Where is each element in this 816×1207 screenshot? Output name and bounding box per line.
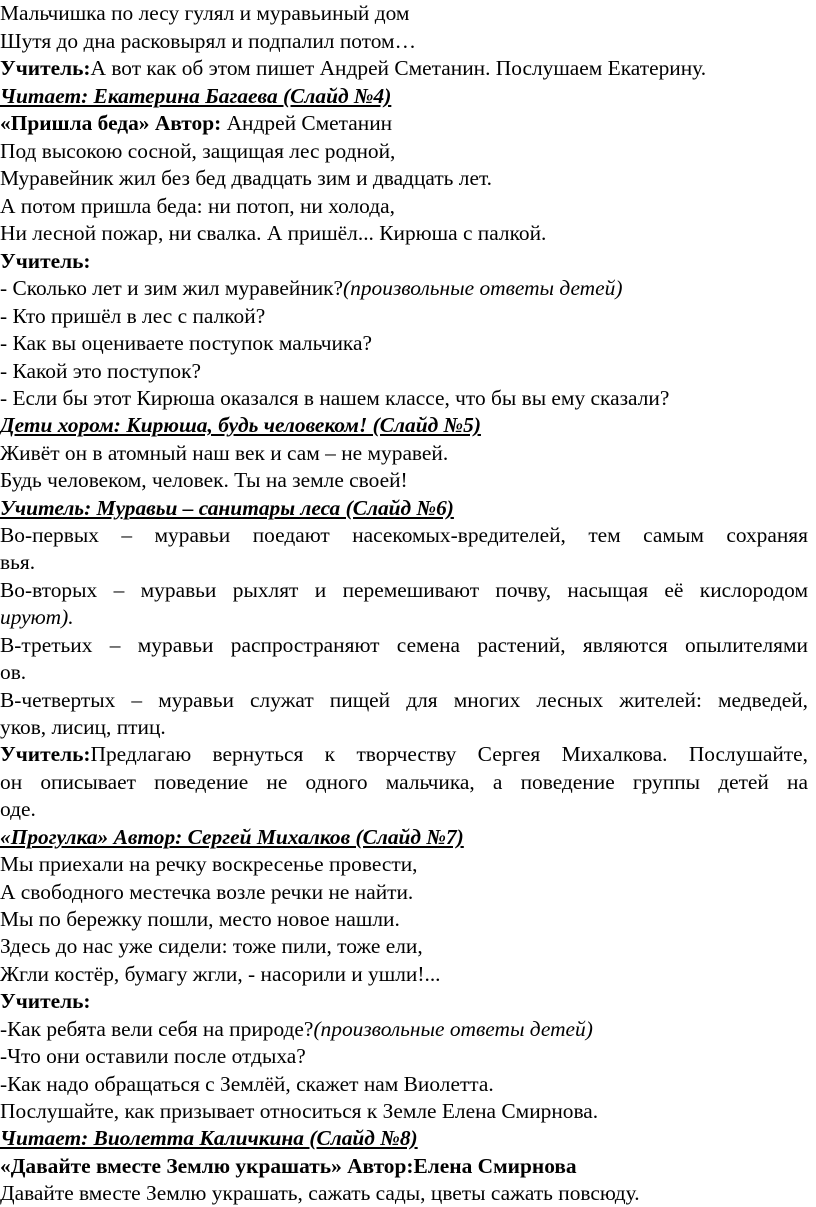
paragraph-line: Во-вторых – муравьи рыхлят и перемешивают почву, насыщая её кислородом <box>0 578 808 602</box>
poem-author: Андрей Сметанин <box>221 111 393 135</box>
paragraph-line: В-четвертых – муравьи служат пищей для многих лесных жителей: медведей, <box>0 688 808 712</box>
question-line: - Как вы оцениваете поступок мальчика? <box>0 331 372 355</box>
reader-heading: Читает: Виолетта Каличкина (Слайд №8) <box>0 1126 418 1150</box>
question-line: -Что они оставили после отдыха? <box>0 1044 306 1068</box>
poem-title <box>0 110 816 137</box>
question-line <box>0 275 816 302</box>
paragraph-line: он описывает поведение не одного мальчика, а поведение группы детей на <box>0 770 808 794</box>
answer-note: (произвольные ответы детей) <box>313 1017 593 1041</box>
teacher-remark <box>0 741 816 768</box>
paragraph-line: Во-первых – муравьи поедают насекомых-вредителей, тем самым сохраняя <box>0 523 808 547</box>
poem-line: Давайте вместе Землю украшать, сажать сады, цветы сажать повсюду. <box>0 1181 640 1205</box>
poem-line: Шутя до дна расковырял и подпалил потом… <box>0 29 416 53</box>
speaker-label: Учитель: <box>0 249 91 273</box>
answer-note: (произвольные ответы детей) <box>343 276 623 300</box>
question-text: - Сколько лет и зим жил муравейник? <box>0 276 344 300</box>
paragraph-line: оде. <box>0 797 36 821</box>
poem-line: Муравейник жил без бед двадцать зим и двадцать лет. <box>0 166 493 190</box>
poem-line: Жгли костёр, бумагу жгли, - насорили и ушли!... <box>0 962 441 986</box>
reader-heading: Читает: Екатерина Багаева (Слайд №4) <box>0 84 392 108</box>
teacher-remark <box>0 55 816 82</box>
poem-heading: «Прогулка» Автор: Сергей Михалков (Слайд №7) <box>0 825 464 849</box>
question-line: -Как надо обращаться с Землёй, скажет нам Виолетта. <box>0 1072 494 1096</box>
speaker-label: Учитель: <box>0 742 91 766</box>
poem-line: Здесь до нас уже сидели: тоже пили, тоже ели, <box>0 934 423 958</box>
paragraph-line: вья. <box>0 550 36 574</box>
poem-line: Будь человеком, человек. Ты на земле своей! <box>0 468 408 492</box>
poem-line: Ни лесной пожар, ни свалка. А пришёл... Кирюша с палкой. <box>0 221 547 245</box>
speaker-label: Учитель: <box>0 56 91 80</box>
poem-line: Мы по бережку пошли, место новое нашли. <box>0 907 400 931</box>
paragraph-line: уков, лисиц, птиц. <box>0 715 166 739</box>
section-heading: Учитель: Муравьи – санитары леса (Слайд №6) <box>0 496 454 520</box>
speaker-label: Учитель: <box>0 989 91 1013</box>
remark-text: Предлагаю вернуться к творчеству Сергея Михалкова. Послушайте, <box>90 742 808 766</box>
paragraph-line: Послушайте, как призывает относиться к Земле Елена Смирнова. <box>0 1099 599 1123</box>
poem-line: Живёт он в атомный наш век и сам – не муравей. <box>0 441 449 465</box>
poem-line: Под высокою сосной, защищая лес родной, <box>0 139 396 163</box>
chorus-heading: Дети хором: Кирюша, будь человеком! (Слайд №5) <box>0 413 481 437</box>
poem-line: А потом пришла беда: ни потоп, ни холода, <box>0 194 395 218</box>
poem-line: А свободного местечка возле речки не найти. <box>0 880 414 904</box>
poem-title-label: «Пришла беда» Автор: <box>0 111 222 135</box>
paragraph-line: В-третьих – муравьи распространяют семена растений, являются опылителями <box>0 633 808 657</box>
remark-text: А вот как об этом пишет Андрей Сметанин. Послушаем Екатерину. <box>90 56 707 80</box>
question-text: -Как ребята вели себя на природе? <box>0 1017 314 1041</box>
poem-title: «Давайте вместе Землю украшать» Автор:Елена Смирнова <box>0 1154 577 1178</box>
question-line: - Какой это поступок? <box>0 359 201 383</box>
question-line <box>0 1016 816 1043</box>
question-line: - Если бы этот Кирюша оказался в нашем классе, что бы вы ему сказали? <box>0 386 670 410</box>
poem-line: Мы приехали на речку воскресенье провести, <box>0 852 418 876</box>
poem-line: Мальчишка по лесу гулял и муравьиный дом <box>0 1 410 25</box>
question-line: - Кто пришёл в лес с палкой? <box>0 304 266 328</box>
paragraph-line: ируют). <box>0 605 74 629</box>
paragraph-line: ов. <box>0 660 27 684</box>
